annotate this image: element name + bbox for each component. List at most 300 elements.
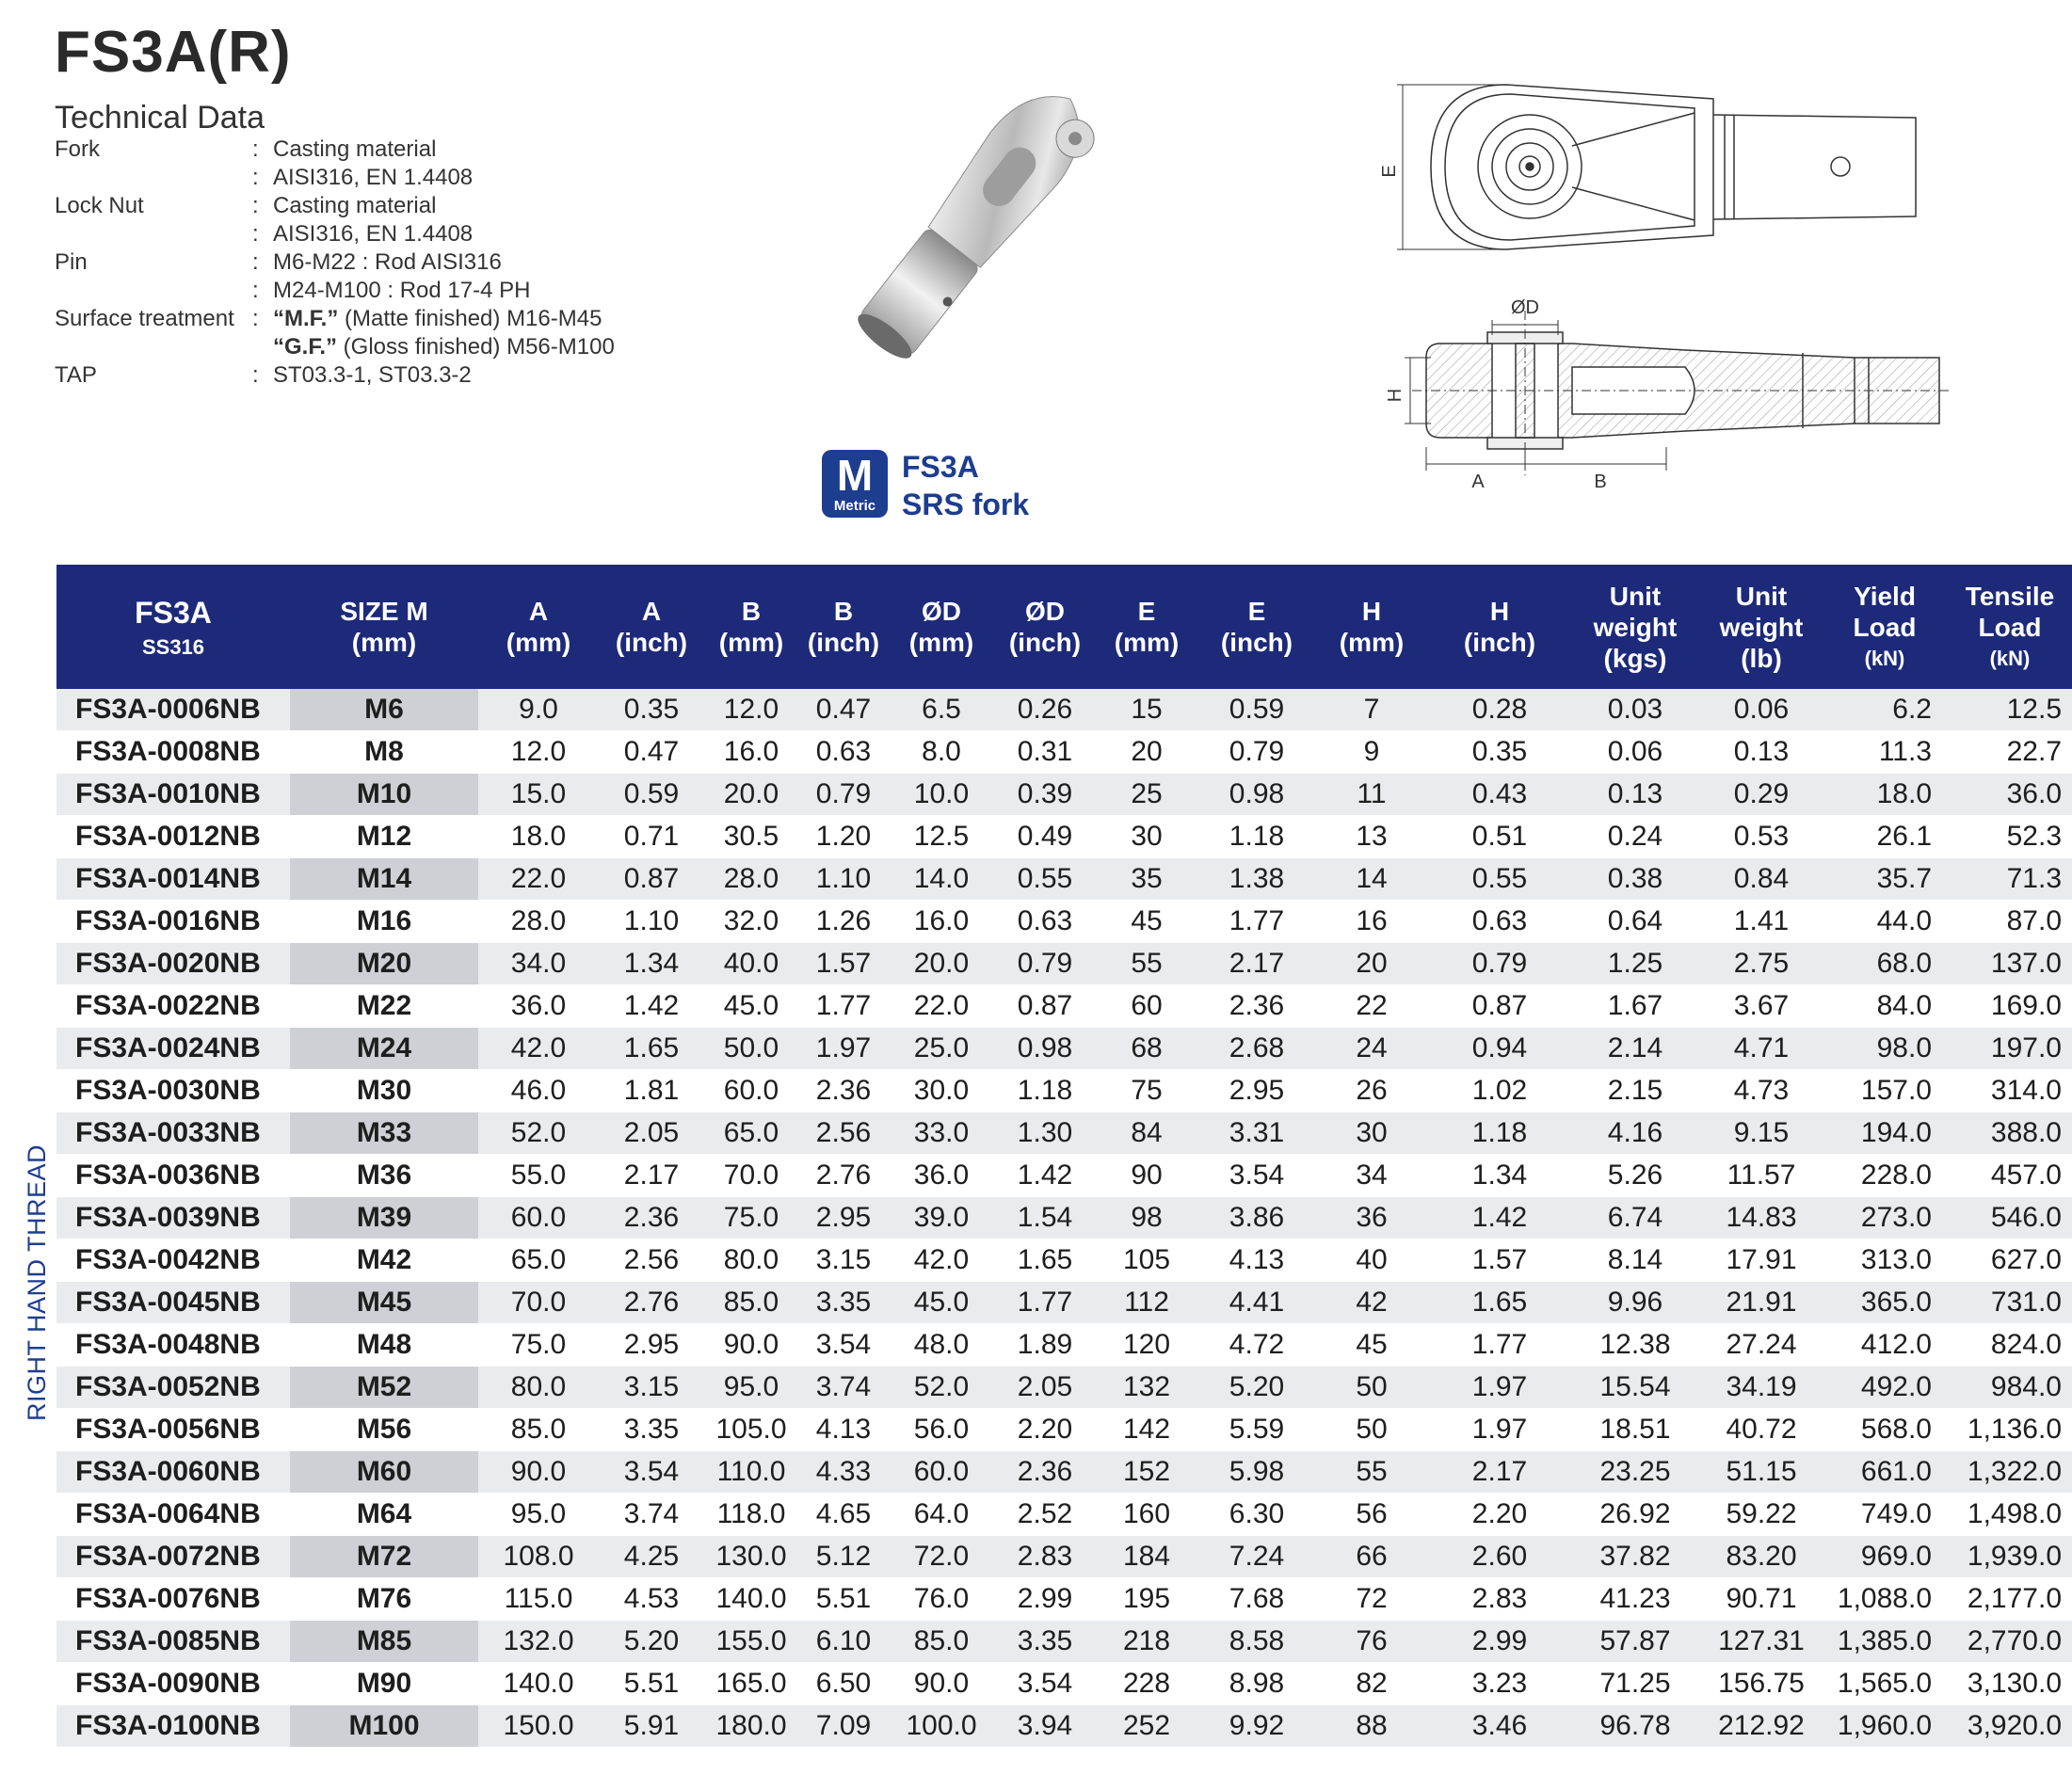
header-a-inch: A (inch) [599,565,704,689]
cell-tensile-load: 3,920.0 [1945,1705,2072,1748]
dim-a-label: A [1471,472,1485,492]
cell-e-mm: 90 [1096,1155,1197,1197]
cell-b-inch: 4.65 [798,1494,889,1536]
cell-weight-lb: 27.24 [1698,1324,1824,1367]
cell-e-mm: 120 [1096,1324,1197,1367]
cell-d-mm: 90.0 [889,1663,994,1705]
badge-line-1: FS3A [902,450,979,484]
cell-product-code: FS3A-0064NB [56,1494,290,1536]
cell-b-inch: 0.79 [798,774,889,816]
cell-e-mm: 218 [1096,1621,1197,1663]
cell-weight-lb: 0.84 [1698,858,1824,901]
cell-a-inch: 2.36 [599,1197,704,1239]
cell-size: M85 [290,1621,478,1663]
cell-d-mm: 33.0 [889,1112,994,1155]
cell-tensile-load: 627.0 [1945,1239,2072,1282]
cell-weight-kgs: 2.14 [1572,1028,1698,1070]
cell-tensile-load: 388.0 [1945,1112,2072,1155]
dim-b-label: B [1594,472,1607,492]
tech-colon: : [252,306,259,331]
cell-a-mm: 60.0 [478,1197,599,1239]
cell-size: M20 [290,943,478,985]
cell-yield-load: 365.0 [1824,1282,1945,1324]
cell-h-inch: 1.77 [1427,1324,1572,1367]
cell-d-mm: 6.5 [889,689,994,731]
badge-letter: M [836,451,874,500]
cell-h-inch: 0.55 [1427,858,1572,901]
cell-d-mm: 60.0 [889,1451,994,1494]
cell-size: M60 [290,1451,478,1494]
cell-a-inch: 0.47 [599,731,704,774]
cell-yield-load: 1,960.0 [1824,1705,1945,1748]
cell-a-mm: 150.0 [478,1705,599,1748]
cell-e-inch: 0.59 [1197,689,1316,731]
cell-e-mm: 252 [1096,1705,1197,1748]
cell-b-mm: 60.0 [704,1070,798,1112]
cell-e-inch: 5.98 [1197,1451,1316,1494]
cell-weight-kgs: 9.96 [1572,1282,1698,1324]
table-body [56,689,2072,1748]
cell-tensile-load: 87.0 [1945,901,2072,943]
tech-colon: : [252,278,259,303]
table-row [56,943,2072,985]
cell-weight-kgs: 15.54 [1572,1367,1698,1409]
cell-size: M76 [290,1578,478,1621]
cell-h-mm: 66 [1316,1536,1427,1578]
cell-d-mm: 25.0 [889,1028,994,1070]
cell-a-mm: 85.0 [478,1409,599,1451]
cell-d-inch: 1.65 [994,1239,1096,1282]
table-row [56,1578,2072,1621]
table-row [56,1367,2072,1409]
cell-a-mm: 115.0 [478,1578,599,1621]
cell-a-mm: 12.0 [478,731,599,774]
cell-weight-kgs: 6.74 [1572,1197,1698,1239]
cell-a-inch: 2.05 [599,1112,704,1155]
cell-a-inch: 1.10 [599,901,704,943]
cell-e-inch: 6.30 [1197,1494,1316,1536]
cell-b-mm: 85.0 [704,1282,798,1324]
cell-e-mm: 132 [1096,1367,1197,1409]
cell-e-mm: 20 [1096,731,1197,774]
cell-b-mm: 40.0 [704,943,798,985]
tech-value-bold: “G.F.” [273,334,338,360]
cell-b-mm: 130.0 [704,1536,798,1578]
cell-h-inch: 1.18 [1427,1112,1572,1155]
cell-yield-load: 1,385.0 [1824,1621,1945,1663]
cell-h-mm: 24 [1316,1028,1427,1070]
cell-b-inch: 1.57 [798,943,889,985]
header-e-inch: E (inch) [1197,565,1316,689]
cell-a-mm: 95.0 [478,1494,599,1536]
cell-yield-load: 157.0 [1824,1070,1945,1112]
tech-colon: : [252,136,259,162]
cell-a-mm: 9.0 [478,689,599,731]
cell-d-mm: 48.0 [889,1324,994,1367]
cell-weight-kgs: 1.67 [1572,985,1698,1028]
cell-product-code: FS3A-0076NB [56,1578,290,1621]
side-view-drawing [1374,273,1996,518]
cell-tensile-load: 1,136.0 [1945,1409,2072,1451]
cell-yield-load: 273.0 [1824,1197,1945,1239]
cell-a-mm: 52.0 [478,1112,599,1155]
cell-e-mm: 112 [1096,1282,1197,1324]
cell-size: M30 [290,1070,478,1112]
cell-b-mm: 180.0 [704,1705,798,1748]
cell-h-mm: 82 [1316,1663,1427,1705]
badge-sub: Metric [833,498,876,514]
cell-yield-load: 84.0 [1824,985,1945,1028]
cell-product-code: FS3A-0008NB [56,731,290,774]
cell-d-mm: 12.5 [889,816,994,858]
cell-a-mm: 15.0 [478,774,599,816]
cell-b-inch: 2.95 [798,1197,889,1239]
cell-b-inch: 3.54 [798,1324,889,1367]
cell-h-mm: 16 [1316,901,1427,943]
cell-weight-lb: 1.41 [1698,901,1824,943]
cell-a-mm: 90.0 [478,1451,599,1494]
header-b-inch: B (inch) [798,565,889,689]
thread-direction-text: RIGHT HAND THREAD [23,1143,51,1421]
cell-tensile-load: 2,177.0 [1945,1578,2072,1621]
cell-d-inch: 0.87 [994,985,1096,1028]
cell-b-inch: 6.10 [798,1621,889,1663]
table-row [56,1621,2072,1663]
cell-weight-lb: 40.72 [1698,1409,1824,1451]
cell-h-mm: 56 [1316,1494,1427,1536]
cell-e-mm: 30 [1096,816,1197,858]
cell-weight-lb: 51.15 [1698,1451,1824,1494]
cell-d-inch: 3.35 [994,1621,1096,1663]
cell-product-code: FS3A-0072NB [56,1536,290,1578]
cell-d-inch: 0.49 [994,816,1096,858]
cell-weight-lb: 156.75 [1698,1663,1824,1705]
cell-weight-kgs: 5.26 [1572,1155,1698,1197]
cell-yield-load: 44.0 [1824,901,1945,943]
cell-a-mm: 75.0 [478,1324,599,1367]
cell-weight-kgs: 2.15 [1572,1070,1698,1112]
table-row [56,1409,2072,1451]
tech-value: Casting material [273,193,437,218]
cell-product-code: FS3A-0042NB [56,1239,290,1282]
tech-value-text: (Gloss finished) M56-M100 [337,334,615,360]
cell-d-mm: 39.0 [889,1197,994,1239]
cell-h-inch: 1.34 [1427,1155,1572,1197]
tech-value [273,333,615,361]
cell-yield-load: 26.1 [1824,816,1945,858]
cell-size: M56 [290,1409,478,1451]
cell-e-inch: 5.20 [1197,1367,1316,1409]
cell-a-mm: 65.0 [478,1239,599,1282]
tech-label: Surface treatment [55,306,234,331]
header-b-mm: B (mm) [704,565,798,689]
cell-e-mm: 75 [1096,1070,1197,1112]
cell-e-inch: 1.38 [1197,858,1316,901]
cell-d-inch: 0.55 [994,858,1096,901]
cell-b-inch: 1.77 [798,985,889,1028]
cell-product-code: FS3A-0006NB [56,689,290,731]
cell-size: M8 [290,731,478,774]
header-weight-lb: Unit weight (lb) [1698,565,1824,689]
cell-d-mm: 30.0 [889,1070,994,1112]
cell-weight-kgs: 18.51 [1572,1409,1698,1451]
cell-h-inch: 1.65 [1427,1282,1572,1324]
cell-yield-load: 568.0 [1824,1409,1945,1451]
cell-b-mm: 20.0 [704,774,798,816]
cell-weight-lb: 4.71 [1698,1028,1824,1070]
header-size: SIZE M (mm) [290,565,478,689]
cell-tensile-load: 1,939.0 [1945,1536,2072,1578]
cell-d-mm: 100.0 [889,1705,994,1748]
cell-a-inch: 4.25 [599,1536,704,1578]
cell-e-mm: 228 [1096,1663,1197,1705]
table-header-row [56,565,2072,689]
cell-size: M14 [290,858,478,901]
cell-e-inch: 2.17 [1197,943,1316,985]
cell-b-mm: 65.0 [704,1112,798,1155]
table-row [56,985,2072,1028]
cell-a-inch: 0.87 [599,858,704,901]
cell-weight-kgs: 1.25 [1572,943,1698,985]
cell-e-mm: 98 [1096,1197,1197,1239]
cell-h-inch: 0.63 [1427,901,1572,943]
table-row [56,689,2072,731]
tech-value: Casting material [273,136,437,162]
cell-product-code: FS3A-0033NB [56,1112,290,1155]
tech-value-text: (Matte finished) M16-M45 [338,306,602,331]
cell-b-inch: 3.35 [798,1282,889,1324]
tech-value: M6-M22 : Rod AISI316 [273,249,502,275]
cell-d-mm: 8.0 [889,731,994,774]
cell-tensile-load: 22.7 [1945,731,2072,774]
cell-b-inch: 4.33 [798,1451,889,1494]
tech-label: Lock Nut [55,193,144,218]
cell-d-mm: 14.0 [889,858,994,901]
cell-a-mm: 55.0 [478,1155,599,1197]
cell-a-mm: 70.0 [478,1282,599,1324]
cell-d-inch: 0.31 [994,731,1096,774]
cell-tensile-load: 137.0 [1945,943,2072,985]
cell-e-inch: 4.41 [1197,1282,1316,1324]
tech-colon: : [252,193,259,218]
dim-h-label: H [1385,388,1405,403]
cell-yield-load: 35.7 [1824,858,1945,901]
cell-e-inch: 8.58 [1197,1621,1316,1663]
cell-yield-load: 11.3 [1824,731,1945,774]
cell-a-inch: 5.91 [599,1705,704,1748]
cell-weight-lb: 212.92 [1698,1705,1824,1748]
cell-b-mm: 155.0 [704,1621,798,1663]
cell-weight-kgs: 0.38 [1572,858,1698,901]
cell-e-mm: 160 [1096,1494,1197,1536]
cell-e-inch: 2.95 [1197,1070,1316,1112]
cell-e-mm: 84 [1096,1112,1197,1155]
cell-d-inch: 1.18 [994,1070,1096,1112]
cell-tensile-load: 984.0 [1945,1367,2072,1409]
cell-a-mm: 132.0 [478,1621,599,1663]
cell-d-inch: 3.94 [994,1705,1096,1748]
specification-table [56,565,2072,1748]
cell-h-mm: 45 [1316,1324,1427,1367]
cell-a-inch: 3.15 [599,1367,704,1409]
cell-d-inch: 2.36 [994,1451,1096,1494]
cell-h-mm: 72 [1316,1578,1427,1621]
cell-yield-load: 18.0 [1824,774,1945,816]
cell-b-inch: 2.36 [798,1070,889,1112]
cell-e-mm: 195 [1096,1578,1197,1621]
cell-tensile-load: 457.0 [1945,1155,2072,1197]
cell-h-mm: 26 [1316,1070,1427,1112]
cell-weight-lb: 11.57 [1698,1155,1824,1197]
cell-b-mm: 75.0 [704,1197,798,1239]
cell-a-mm: 108.0 [478,1536,599,1578]
cell-d-inch: 3.54 [994,1663,1096,1705]
cell-b-mm: 32.0 [704,901,798,943]
cell-a-inch: 0.59 [599,774,704,816]
cell-b-mm: 90.0 [704,1324,798,1367]
top-view-drawing [1374,66,1996,264]
cell-h-inch: 2.99 [1427,1621,1572,1663]
cell-a-inch: 5.20 [599,1621,704,1663]
product-photo [725,56,1214,414]
cell-weight-kgs: 96.78 [1572,1705,1698,1748]
cell-d-inch: 2.99 [994,1578,1096,1621]
header-d-mm: ØD (mm) [889,565,994,689]
cell-weight-lb: 0.29 [1698,774,1824,816]
cell-weight-kgs: 23.25 [1572,1451,1698,1494]
cell-weight-lb: 59.22 [1698,1494,1824,1536]
cell-d-inch: 2.83 [994,1536,1096,1578]
cell-d-mm: 22.0 [889,985,994,1028]
cell-a-inch: 3.74 [599,1494,704,1536]
cell-d-inch: 1.89 [994,1324,1096,1367]
cell-h-mm: 40 [1316,1239,1427,1282]
cell-size: M10 [290,774,478,816]
cell-b-inch: 1.10 [798,858,889,901]
cell-h-inch: 0.43 [1427,774,1572,816]
cell-yield-load: 68.0 [1824,943,1945,985]
cell-d-inch: 1.42 [994,1155,1096,1197]
cell-weight-kgs: 0.64 [1572,901,1698,943]
tech-colon: : [252,249,259,275]
dim-e-label: E [1379,165,1400,178]
cell-e-mm: 55 [1096,943,1197,985]
cell-tensile-load: 52.3 [1945,816,2072,858]
cell-size: M39 [290,1197,478,1239]
cell-b-inch: 3.74 [798,1367,889,1409]
tech-value: ST03.3-1, ST03.3-2 [273,362,472,388]
badge-caption [902,448,1029,523]
cell-e-inch: 4.13 [1197,1239,1316,1282]
cell-e-inch: 8.98 [1197,1663,1316,1705]
cell-tensile-load: 36.0 [1945,774,2072,816]
cell-b-mm: 28.0 [704,858,798,901]
header-d-inch: ØD (inch) [994,565,1096,689]
cell-b-mm: 105.0 [704,1409,798,1451]
cell-h-inch: 0.28 [1427,689,1572,731]
cell-e-mm: 35 [1096,858,1197,901]
cell-weight-kgs: 0.06 [1572,731,1698,774]
cell-e-inch: 3.86 [1197,1197,1316,1239]
cell-weight-lb: 0.53 [1698,816,1824,858]
cell-weight-lb: 3.67 [1698,985,1824,1028]
header-h-mm: H (mm) [1316,565,1427,689]
cell-tensile-load: 2,770.0 [1945,1621,2072,1663]
cell-a-mm: 46.0 [478,1070,599,1112]
tech-label: Pin [55,249,88,275]
cell-h-mm: 22 [1316,985,1427,1028]
cell-h-inch: 2.60 [1427,1536,1572,1578]
cell-d-mm: 72.0 [889,1536,994,1578]
table-row [56,1536,2072,1578]
cell-b-inch: 1.20 [798,816,889,858]
cell-h-mm: 20 [1316,943,1427,985]
cell-d-mm: 36.0 [889,1155,994,1197]
cell-yield-load: 98.0 [1824,1028,1945,1070]
cell-weight-lb: 2.75 [1698,943,1824,985]
cell-h-mm: 13 [1316,816,1427,858]
tech-colon: : [252,362,259,388]
header-h-inch: H (inch) [1427,565,1572,689]
cell-d-mm: 45.0 [889,1282,994,1324]
cell-a-inch: 1.81 [599,1070,704,1112]
cell-h-inch: 1.57 [1427,1239,1572,1282]
cell-size: M42 [290,1239,478,1282]
cell-d-mm: 20.0 [889,943,994,985]
cell-h-inch: 2.83 [1427,1578,1572,1621]
cell-a-inch: 2.76 [599,1282,704,1324]
table-row [56,1324,2072,1367]
cell-weight-lb: 14.83 [1698,1197,1824,1239]
table-row [56,816,2072,858]
cell-product-code: FS3A-0030NB [56,1070,290,1112]
cell-yield-load: 492.0 [1824,1367,1945,1409]
cell-e-mm: 105 [1096,1239,1197,1282]
cell-b-mm: 110.0 [704,1451,798,1494]
cell-product-code: FS3A-0024NB [56,1028,290,1070]
table-row [56,1282,2072,1324]
cell-e-inch: 7.24 [1197,1536,1316,1578]
cell-e-mm: 68 [1096,1028,1197,1070]
cell-d-mm: 42.0 [889,1239,994,1282]
cell-weight-lb: 21.91 [1698,1282,1824,1324]
cell-e-mm: 184 [1096,1536,1197,1578]
cell-weight-kgs: 0.24 [1572,816,1698,858]
cell-yield-load: 313.0 [1824,1239,1945,1282]
cell-product-code: FS3A-0012NB [56,816,290,858]
cell-h-inch: 0.79 [1427,943,1572,985]
cell-weight-kgs: 0.03 [1572,689,1698,731]
cell-d-inch: 2.20 [994,1409,1096,1451]
table-row [56,1112,2072,1155]
cell-b-inch: 6.50 [798,1663,889,1705]
cell-a-inch: 2.56 [599,1239,704,1282]
cell-weight-kgs: 12.38 [1572,1324,1698,1367]
cell-yield-load: 228.0 [1824,1155,1945,1197]
cell-h-inch: 0.94 [1427,1028,1572,1070]
cell-a-inch: 0.71 [599,816,704,858]
cell-d-inch: 0.63 [994,901,1096,943]
cell-a-mm: 28.0 [478,901,599,943]
table-row [56,731,2072,774]
cell-b-inch: 3.15 [798,1239,889,1282]
table-row [56,858,2072,901]
cell-size: M100 [290,1705,478,1748]
cell-b-mm: 118.0 [704,1494,798,1536]
cell-e-inch: 4.72 [1197,1324,1316,1367]
cell-b-mm: 140.0 [704,1578,798,1621]
cell-weight-kgs: 4.16 [1572,1112,1698,1155]
